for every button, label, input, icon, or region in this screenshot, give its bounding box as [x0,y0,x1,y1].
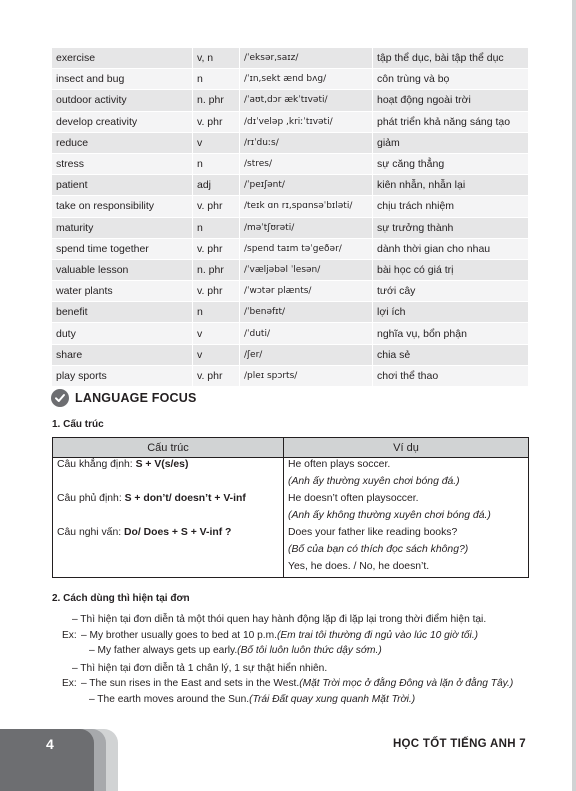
usage-truth: – Thì hiện tại đơn diễn tả 1 chân lý, 1 sự thật hiển nhiên. [72,662,328,674]
vocab-type: v. phr [193,111,240,132]
vocab-type: v [193,132,240,153]
vocab-ipa: /stres/ [240,153,373,174]
vocab-ipa: /ˈbenəfɪt/ [240,302,373,323]
vocab-word: benefit [52,302,193,323]
vocab-word: insect and bug [52,69,193,90]
affirmative-example: He often plays soccer. [284,458,529,476]
question-answer: Yes, he does. / No, he doesn’t. [284,560,529,578]
vocab-meaning: chơi thể thao [373,365,529,386]
vocab-row [52,238,528,259]
vocab-meaning: dành thời gian cho nhau [373,238,529,259]
language-focus-heading [51,389,197,407]
vocab-ipa: /rɪˈduːs/ [240,132,373,153]
vocab-type: v [193,323,240,344]
example-line: Ex: – The sun rises in the East and sets in the West. (Mặt Trời mọc ở đằng Đông và lặn ở đằng Tây.) [62,678,514,689]
vocab-meaning: sự trưởng thành [373,217,529,238]
example-line: – The earth moves around the Sun. (Trái Đất quay xung quanh Mặt Trời.) [89,693,416,705]
vocab-row [52,217,528,238]
vocab-type: n. phr [193,259,240,280]
vocab-word: water plants [52,281,193,302]
question-translation: (Bố của bạn có thích đọc sách không?) [284,543,529,560]
vocab-word: develop creativity [52,111,193,132]
vocab-meaning: phát triển khả năng sáng tạo [373,111,529,132]
vocab-row [52,90,528,111]
vocab-ipa: /ˈvæljəbəl ˈlesən/ [240,259,373,280]
vocab-word: outdoor activity [52,90,193,111]
usage-notes [62,612,513,707]
vocab-word: reduce [52,132,193,153]
vocab-ipa: /ˈwɔtər plænts/ [240,281,373,302]
vocab-type: n [193,217,240,238]
vocab-row [52,196,528,217]
vocab-row [52,132,528,153]
vocab-row [52,344,528,365]
vocab-meaning: chịu trách nhiệm [373,196,529,217]
vocab-meaning: hoạt động ngoài trời [373,90,529,111]
negative-translation: (Anh ấy không thường xuyên chơi bóng đá.) [284,509,529,526]
vocab-row [52,175,528,196]
page-number: 4 [46,736,54,752]
vocab-ipa: /ʃer/ [240,344,373,365]
vocab-row [52,111,528,132]
vocab-type: v. phr [193,281,240,302]
vocabulary-table [52,48,528,387]
vocab-row [52,153,528,174]
vocab-row [52,323,528,344]
vocab-meaning: sự căng thẳng [373,153,529,174]
vocab-word: share [52,344,193,365]
vocab-meaning: bài học có giá trị [373,259,529,280]
vocab-row [52,365,528,386]
vocab-type: v. phr [193,238,240,259]
check-circle-icon [51,389,69,407]
vocab-meaning: chia sẻ [373,344,529,365]
vocab-word: play sports [52,365,193,386]
vocab-row [52,259,528,280]
vocab-type: v [193,344,240,365]
affirmative-form: Câu khẳng định: S + V(s/es) [53,458,284,476]
page-edge-bar [572,0,576,791]
structure-table [52,437,529,578]
vocab-meaning: giảm [373,132,529,153]
vocab-row [52,281,528,302]
question-example: Does your father like reading books? [284,526,529,543]
vocab-type: v. phr [193,196,240,217]
vocab-ipa: /ˈpeɪʃənt/ [240,175,373,196]
section-1-title: 1. Cấu trúc [52,419,104,430]
language-focus-title: LANGUAGE FOCUS [75,391,197,405]
vocab-word: patient [52,175,193,196]
vocab-meaning: tập thể dục, bài tập thể dục [373,48,529,69]
vocab-type: v. phr [193,365,240,386]
vocab-type: n [193,302,240,323]
vocab-word: take on responsibility [52,196,193,217]
question-form: Câu nghi vấn: Do/ Does + S + V-inf ? [53,526,284,543]
usage-habit: – Thì hiện tại đơn diễn tả một thói quen hay hành động lặp đi lặp lại trong thời điểm hiện tại. [72,614,487,625]
vocab-ipa: /məˈtʃʊrəti/ [240,217,373,238]
vocab-ipa: /ˈɪn,sekt ænd bʌg/ [240,69,373,90]
vocab-type: n [193,153,240,174]
vocab-ipa: /ˈduti/ [240,323,373,344]
vocab-row [52,69,528,90]
vocab-type: adj [193,175,240,196]
vocab-word: valuable lesson [52,259,193,280]
negative-example: He doesn’t often playsoccer. [284,492,529,509]
vocab-meaning: côn trùng và bọ [373,69,529,90]
example-line: – My father always gets up early. (Bố tôi luôn luôn thức dậy sớm.) [89,645,382,656]
vocab-ipa: /spend taɪm təˈgeðər/ [240,238,373,259]
vocab-word: spend time together [52,238,193,259]
book-title: HỌC TỐT TIẾNG ANH 7 [392,738,526,750]
vocab-ipa: /ˈeksər,saɪz/ [240,48,373,69]
vocab-type: n [193,69,240,90]
vocab-ipa: /pleɪ spɔrts/ [240,365,373,386]
section-2-title: 2. Cách dùng thì hiện tại đơn [52,593,190,604]
vocab-ipa: /teɪk ɑn rɪ,spɑnsəˈbɪləti/ [240,196,373,217]
vocab-meaning: lợi ích [373,302,529,323]
vocab-type: n. phr [193,90,240,111]
negative-form: Câu phủ định: S + don’t/ doesn’t + V-inf [53,492,284,509]
affirmative-translation: (Anh ấy thường xuyên chơi bóng đá.) [284,475,529,492]
vocab-word: stress [52,153,193,174]
vocab-ipa: /ˈaʊt,dɔr ækˈtɪvəti/ [240,90,373,111]
vocab-row [52,48,528,69]
vocab-meaning: nghĩa vụ, bổn phận [373,323,529,344]
vocab-word: duty [52,323,193,344]
vocab-word: maturity [52,217,193,238]
vocab-type: v, n [193,48,240,69]
example-line: Ex: – My brother usually goes to bed at 10 p.m. (Em trai tôi thường đi ngủ vào lúc 10 giờ tối.) [62,629,479,641]
vocab-meaning: kiên nhẫn, nhẫn lại [373,175,529,196]
structure-header-form: Cấu trúc [53,438,284,458]
vocab-word: exercise [52,48,193,69]
structure-header-example: Ví dụ [284,438,529,458]
vocab-row [52,302,528,323]
vocab-ipa: /dɪˈveləp ,kriːˈtɪvəti/ [240,111,373,132]
vocab-meaning: tưới cây [373,281,529,302]
